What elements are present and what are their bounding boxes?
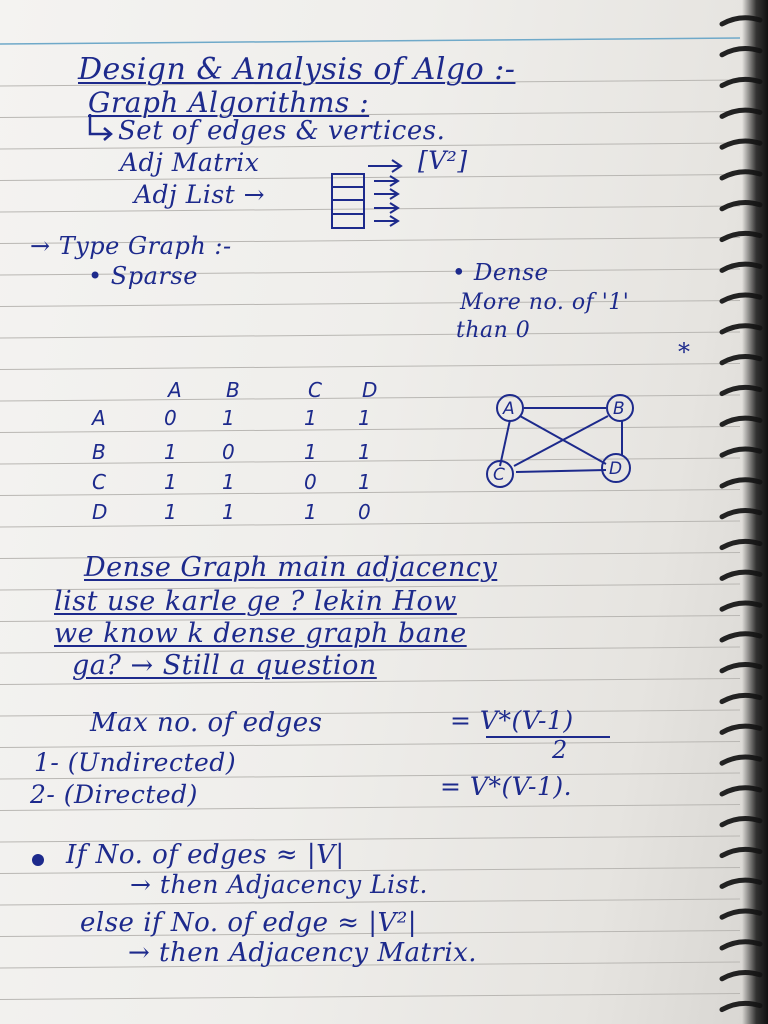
dense-label: • Dense	[452, 260, 549, 286]
paragraph-line: ga? → Still a question	[72, 650, 377, 681]
max-edges-formula: = V*(V-1)	[450, 706, 574, 735]
matrix-cell: 1	[222, 500, 235, 524]
condition-line: → then Adjacency List.	[130, 870, 428, 899]
matrix-row-label: A	[92, 406, 106, 430]
matrix-cell: 1	[164, 470, 177, 494]
matrix-cell: 1	[358, 470, 371, 494]
condition-line: else if No. of edge ≈ |V²|	[80, 908, 418, 938]
matrix-cell: 1	[222, 470, 235, 494]
subtitle: Graph Algorithms :	[88, 86, 370, 119]
matrix-cell: 0	[164, 406, 177, 430]
condition-line: If No. of edges ≈ |V|	[66, 840, 345, 870]
title: Design & Analysis of Algo :-	[78, 52, 516, 87]
matrix-cell: 1	[358, 406, 371, 430]
page-edge-shadow	[742, 0, 768, 1024]
max-edges-divisor: 2	[552, 736, 568, 764]
dense-description: than 0	[456, 318, 531, 343]
graph-node-b: B	[613, 399, 625, 419]
matrix-cell: 1	[222, 406, 235, 430]
matrix-column-header: B	[226, 378, 240, 402]
adj-matrix-label: Adj Matrix	[120, 148, 260, 177]
graph-node-a: A	[503, 399, 515, 419]
paragraph-line: list use karle ge ? lekin How	[54, 586, 457, 617]
matrix-row-label: C	[92, 470, 106, 494]
matrix-column-header: D	[362, 378, 378, 402]
matrix-cell: 1	[164, 440, 177, 464]
matrix-cell: 1	[304, 500, 317, 524]
matrix-row-label: B	[92, 440, 106, 464]
graph-node-c: C	[493, 465, 505, 485]
matrix-cell: 0	[358, 500, 371, 524]
asterisk-mark: *	[678, 338, 691, 366]
matrix-cell: 1	[358, 440, 371, 464]
dense-description: More no. of '1'	[460, 290, 630, 315]
directed-label: 2- (Directed)	[30, 780, 198, 809]
adj-matrix-value: [V²]	[418, 146, 468, 175]
matrix-row-label: D	[92, 500, 108, 524]
paragraph-line: Dense Graph main adjacency	[84, 552, 498, 583]
matrix-cell: 1	[304, 440, 317, 464]
directed-formula: = V*(V-1).	[440, 772, 573, 801]
types-heading: → Type Graph :-	[30, 232, 232, 260]
matrix-column-header: C	[308, 378, 322, 402]
matrix-column-header: A	[168, 378, 182, 402]
matrix-cell: 1	[164, 500, 177, 524]
condition-line: → then Adjacency Matrix.	[128, 938, 478, 968]
matrix-cell: 0	[222, 440, 235, 464]
matrix-cell: 0	[304, 470, 317, 494]
matrix-cell: 1	[304, 406, 317, 430]
paragraph-line: we know k dense graph bane	[54, 618, 467, 649]
undirected-label: 1- (Undirected)	[34, 748, 237, 777]
max-edges-label: Max no. of edges	[90, 708, 323, 738]
graph-node-d: D	[609, 459, 623, 479]
set-line: Set of edges & vertices.	[118, 116, 446, 146]
sparse-label: • Sparse	[88, 262, 198, 290]
adj-list-label: Adj List →	[134, 180, 266, 209]
